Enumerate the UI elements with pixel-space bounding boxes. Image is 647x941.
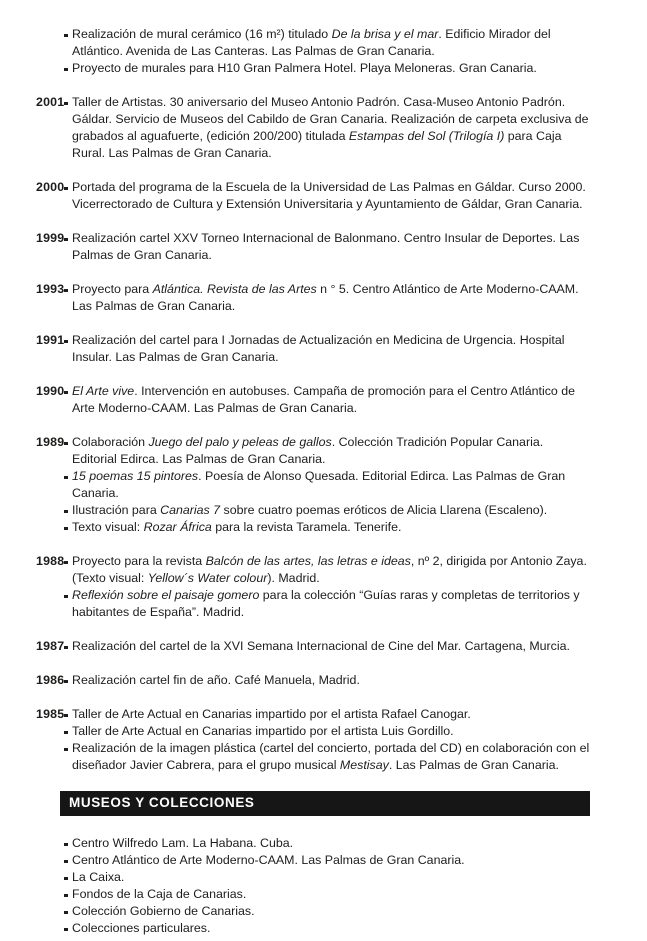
entry-item <box>64 434 590 468</box>
entry-text: para la revista Taramela. Tenerife. <box>211 520 402 534</box>
entry-text: Realización de mural cerámico (16 m²) titulado <box>72 27 332 41</box>
entry-item <box>64 672 590 689</box>
continuation-group <box>36 26 590 77</box>
year-group <box>36 553 590 621</box>
year-label: 2001 <box>36 95 65 109</box>
entry-text: Fondos de la Caja de Canarias. <box>72 887 247 901</box>
year-group <box>36 672 590 689</box>
bullet-square-icon <box>64 595 68 599</box>
entry-text: . Intervención en autobuses. Campaña de promoción para el Centro Atlántico de Arte Moderno-CAAM. Las Palmas de Gran Canaria. <box>72 384 576 415</box>
bullet-square-icon <box>64 527 68 531</box>
bullet-square-icon <box>64 442 68 446</box>
entry-text-italic: 15 poemas 15 pintores <box>72 469 199 483</box>
section-header-museos <box>60 791 590 816</box>
entry-text: Colaboración <box>72 435 149 449</box>
entry-items <box>64 383 590 417</box>
entry-text: para la colección “Guías raras y completas de territorios y habitantes de España”. Madrid. <box>72 588 580 619</box>
entry-text-italic: Rozar África <box>143 520 212 534</box>
museum-item <box>64 920 590 937</box>
museum-item <box>64 869 590 886</box>
entry-item <box>64 332 590 366</box>
entry-text-italic: Mestisay <box>339 758 389 772</box>
entry-item <box>64 94 590 162</box>
entry-items <box>64 553 590 621</box>
section-title: MUSEOS Y COLECCIONES <box>69 795 255 810</box>
entry-item <box>64 740 590 774</box>
entry-text: Centro Wilfredo Lam. La Habana. Cuba. <box>72 836 294 850</box>
year-label <box>36 26 64 77</box>
entry-text: Colección Gobierno de Canarias. <box>72 904 255 918</box>
entry-text: Taller de Artistas. 30 aniversario del Museo Antonio Padrón. Casa-Museo Antonio Padrón. Gáldar. Servicio de Museos del Cabildo de Gran Canaria. Realización de carpeta exclusiva de grabados al aguafuerte, (edición 200/200) titulada <box>72 95 589 143</box>
entry-text: Proyecto de murales para H10 Gran Palmera Hotel. Playa Meloneras. Gran Canaria. <box>72 61 537 75</box>
entry-text-italic: Reflexión sobre el paisaje gomero <box>72 588 260 602</box>
bullet-square-icon <box>64 391 68 395</box>
year-label: 1985 <box>36 707 65 721</box>
entry-item <box>64 60 590 77</box>
entry-item <box>64 638 590 655</box>
entry-text: Texto visual: <box>72 520 144 534</box>
entry-items <box>64 638 590 655</box>
bullet-square-icon <box>64 187 68 191</box>
bullet-square-icon <box>64 476 68 480</box>
bullet-square-icon <box>64 102 68 106</box>
museum-item <box>64 903 590 920</box>
year-label: 1991 <box>36 333 65 347</box>
entry-item <box>64 706 590 723</box>
entry-items <box>64 179 590 213</box>
bullet-square-icon <box>64 877 68 881</box>
year-label: 1999 <box>36 231 65 245</box>
entry-text: Portada del programa de la Escuela de la Universidad de Las Palmas en Gáldar. Curso 2000. Vicerrectorado de Cultura y Extensión Universitaria y Ayuntamiento de Gáldar, Gran Canaria. <box>72 180 586 211</box>
entry-text: . Edificio Mirador del Atlántico. Avenida de Las Canteras. Las Palmas de Gran Canaria. <box>72 27 551 58</box>
entry-item <box>64 26 590 60</box>
entry-text-italic: Balcón de las artes, las letras e ideas <box>205 554 411 568</box>
entry-text: Centro Atlántico de Arte Moderno-CAAM. Las Palmas de Gran Canaria. <box>72 853 465 867</box>
year-label: 1988 <box>36 554 65 568</box>
year-label: 1989 <box>36 435 65 449</box>
year-group <box>36 332 590 366</box>
entry-item <box>64 468 590 502</box>
bullet-square-icon <box>64 68 68 72</box>
entry-item <box>64 502 590 519</box>
bullet-square-icon <box>64 731 68 735</box>
bullet-square-icon <box>64 238 68 242</box>
entry-items <box>64 281 590 315</box>
year-group <box>36 434 590 536</box>
cv-entries-section <box>36 26 590 774</box>
year-label: 1987 <box>36 639 65 653</box>
entry-text: Taller de Arte Actual en Canarias impartido por el artista Rafael Canogar. <box>72 707 471 721</box>
entry-text: Proyecto para la revista <box>72 554 206 568</box>
bullet-square-icon <box>64 510 68 514</box>
bullet-square-icon <box>64 714 68 718</box>
entry-item <box>64 723 590 740</box>
museum-item <box>64 835 590 852</box>
bullet-square-icon <box>64 34 68 38</box>
year-label: 2000 <box>36 180 65 194</box>
museum-item <box>64 852 590 869</box>
entry-text: La Caixa. <box>72 870 125 884</box>
entry-item <box>64 383 590 417</box>
year-label: 1990 <box>36 384 65 398</box>
entry-text: ). Madrid. <box>267 571 320 585</box>
entry-item <box>64 519 590 536</box>
entry-text: Realización del cartel para I Jornadas de Actualización en Medicina de Urgencia. Hospital Insular. Las Palmas de Gran Canaria. <box>72 333 565 364</box>
bullet-square-icon <box>64 843 68 847</box>
entry-text-italic: De la brisa y el mar <box>331 27 439 41</box>
year-group <box>36 638 590 655</box>
year-group <box>36 383 590 417</box>
museums-list <box>64 835 590 937</box>
entry-text: Realización cartel XXV Torneo Internacional de Balonmano. Centro Insular de Deportes. Las Palmas de Gran Canaria. <box>72 231 580 262</box>
entry-text-italic: El Arte vive <box>72 384 135 398</box>
entry-items <box>64 434 590 536</box>
entry-text-italic: Canarias 7 <box>160 503 221 517</box>
entry-text: . Poesía de Alonso Quesada. Editorial Edirca. Las Palmas de Gran Canaria. <box>72 469 566 500</box>
entry-item <box>64 179 590 213</box>
year-group <box>36 94 590 162</box>
entry-items <box>64 94 590 162</box>
entry-text: sobre cuatro poemas eróticos de Alicia Llarena (Escaleno). <box>220 503 548 517</box>
bullet-square-icon <box>64 911 68 915</box>
bullet-square-icon <box>64 289 68 293</box>
bullet-square-icon <box>64 561 68 565</box>
entry-items <box>64 672 590 689</box>
entry-items <box>64 332 590 366</box>
year-label: 1993 <box>36 282 65 296</box>
museum-item <box>64 886 590 903</box>
entry-text: , nº 2, dirigida por Antonio Zaya. (Texto visual: <box>72 554 587 585</box>
entry-items <box>64 230 590 264</box>
bullet-square-icon <box>64 340 68 344</box>
bullet-square-icon <box>64 646 68 650</box>
bullet-square-icon <box>64 928 68 932</box>
entry-text: Colecciones particulares. <box>72 921 211 935</box>
bullet-square-icon <box>64 894 68 898</box>
entry-item <box>64 553 590 587</box>
entry-text: Proyecto para <box>72 282 153 296</box>
entry-text: Taller de Arte Actual en Canarias impartido por el artista Luis Gordillo. <box>72 724 454 738</box>
entry-text-italic: Yellow´s Water colour <box>147 571 268 585</box>
entry-text: n ° 5. Centro Atlántico de Arte Moderno-CAAM. Las Palmas de Gran Canaria. <box>72 282 579 313</box>
year-group <box>36 230 590 264</box>
entry-item <box>64 587 590 621</box>
entry-items <box>64 706 590 774</box>
year-group <box>36 706 590 774</box>
entry-text: para Caja Rural. Las Palmas de Gran Canaria. <box>72 129 562 160</box>
entry-text: . Las Palmas de Gran Canaria. <box>388 758 559 772</box>
year-group <box>36 281 590 315</box>
bullet-square-icon <box>64 748 68 752</box>
entry-item <box>64 281 590 315</box>
entry-text: Ilustración para <box>72 503 161 517</box>
entry-text: Realización de la imagen plástica (cartel del concierto, portada del CD) en colaboración con el diseñador Javier Cabrera, para el grupo musical <box>72 741 590 772</box>
entry-item <box>64 230 590 264</box>
entry-text-italic: Estampas del Sol (Trilogía I) <box>348 129 505 143</box>
year-group <box>36 179 590 213</box>
entry-text-italic: Atlántica. Revista de las Artes <box>152 282 317 296</box>
bullet-square-icon <box>64 680 68 684</box>
year-label: 1986 <box>36 673 65 687</box>
entry-text: Realización del cartel de la XVI Semana Internacional de Cine del Mar. Cartagena, Murcia. <box>72 639 570 653</box>
entry-items <box>64 26 590 77</box>
entry-text: . Colección Tradición Popular Canaria. Editorial Edirca. Las Palmas de Gran Canaria. <box>72 435 544 466</box>
bullet-square-icon <box>64 860 68 864</box>
entry-text-italic: Juego del palo y peleas de gallos <box>148 435 332 449</box>
entry-text: Realización cartel fin de año. Café Manuela, Madrid. <box>72 673 360 687</box>
